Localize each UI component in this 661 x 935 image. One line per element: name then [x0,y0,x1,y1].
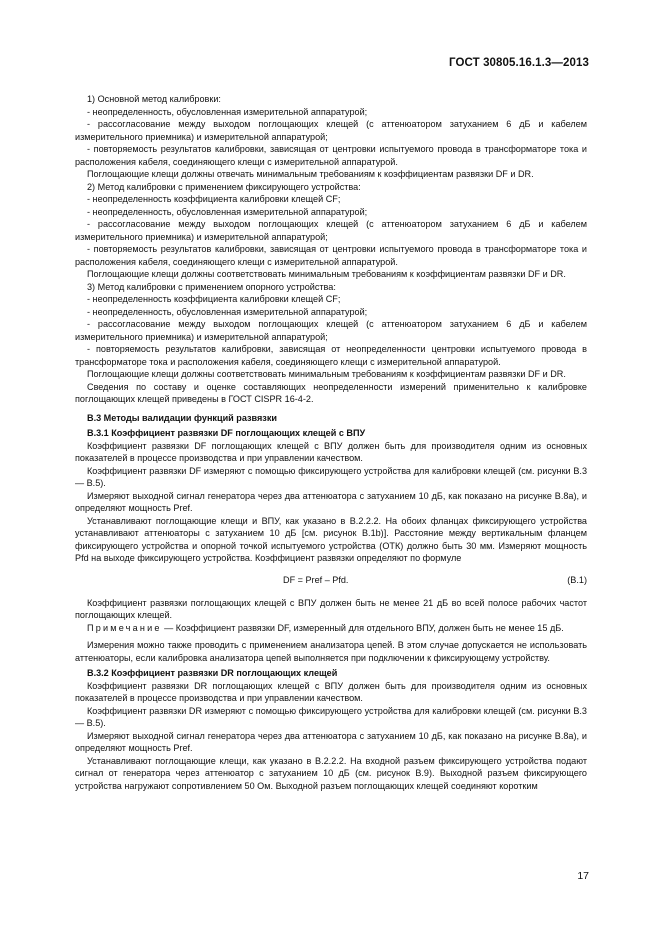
paragraph: Поглощающие клещи должны соответствовать минимальным требованиям к коэффициентам развязки DF и DR. [87,369,566,379]
list-item: - неопределенность коэффициента калибровки клещей CF; [87,294,341,304]
paragraph: Сведения по составу и оценке составляющих неопределенности измерений применительно к калибровке поглощающих клещей приведены в ГОСТ CISPR 16-4-2. [75,381,587,404]
list-item: - неопределенность коэффициента калибровки клещей CF; [87,194,341,204]
list-item: - неопределенность, обусловленная измерительной аппаратурой; [87,106,368,117]
document-body [75,93,587,792]
formula-b1 [75,571,587,591]
page-number: 17 [577,870,589,882]
paragraph: 3) Метод калибровки с применением опорного устройства: [87,281,336,292]
list-item: - неопределенность, обусловленная измерительной аппаратурой; [87,206,368,217]
list-item: - повторяемость результатов калибровки, зависящая от центровки испытуемого провода в трансформаторе тока и расположения кабеля, соединяющего клещи с измерительной аппаратурой. [75,144,587,167]
paragraph: Устанавливают поглощающие клещи, как указано в В.2.2.2. На входной разъем фиксирующего устройства подают сигнал от генератора через аттенюатор с затуханием 10 дБ (см. рисунок В.9). Выходной разъем фиксирующего устройства нагружают сопротивлением 50 Ом. Выходной разъем поглощающих клещей соединяют коротким [75,755,587,791]
subsection-heading-b32: В.3.2 Коэффициент развязки DR поглощающих клещей [87,668,338,678]
paragraph: Коэффициент развязки DR поглощающих клещей с ВПУ должен быть для производителя одним из основных показателей в процессе производства и при управлении качеством. [75,680,587,703]
list-item: - повторяемость результатов калибровки, зависящая от центровки испытуемого провода в трансформаторе тока и расположения кабеля, соединяющего клещи с измерительной аппаратурой. [75,244,587,267]
paragraph: 2) Метод калибровки с применением фиксирующего устройства: [87,181,361,192]
list-item: - рассогласование между выходом поглощающих клещей (с аттенюатором затуханием 6 дБ и кабелем измерительного приемника) и измерительной аппаратурой; [75,319,587,342]
list-item: - повторяемость результатов калибровки, зависящая от неопределенности центровки испытуемого провода в трансформаторе тока и расположения кабеля, соединяющего клещи с измерительной аппаратурой. [75,344,587,367]
list-item: - рассогласование между выходом поглощающих клещей (с аттенюатором затуханием 6 дБ и кабелем измерительного приемника) и измерительной аппаратурой; [75,219,587,242]
paragraph: Коэффициент развязки DR измеряют с помощью фиксирующего устройства для калибровки клещей (см. рисунки В.3 — В.5). [75,705,587,728]
paragraph: Коэффициент развязки DF поглощающих клещей с ВПУ должен быть для производителя одним из основных показателей в процессе производства и при управлении качеством. [75,440,587,463]
paragraph: Измеряют выходной сигнал генератора через два аттенюатора с затуханием 10 дБ, как показано на рисунке В.8а), и определяют мощность Pref. [75,730,587,753]
paragraph: Поглощающие клещи должны отвечать минимальным требованиям к коэффициентам развязки DF и DR. [87,169,534,179]
paragraph: Коэффициент развязки DF измеряют с помощью фиксирующего устройства для калибровки клещей (см. рисунки В.3 — В.5). [75,465,587,488]
paragraph: Измерения можно также проводить с применением анализатора цепей. В этом случае допускается не использовать аттенюаторы, если калибровка анализатора цепей выполняется при подключении к фиксирующему устройству. [75,640,587,663]
note-text: — Коэффициент развязки DF, измеренный для отдельного ВПУ, должен быть не менее 15 дБ. [161,622,564,633]
list-item: - рассогласование между выходом поглощающих клещей (с аттенюатором затуханием 6 дБ и кабелем измерительного приемника) и измерительной аппаратурой; [75,119,587,142]
paragraph: Коэффициент развязки поглощающих клещей с ВПУ должен быть не менее 21 дБ во всей полосе рабочих частот поглощающих клещей. [75,597,587,620]
formula-number: (В.1) [567,574,587,585]
section-heading-b3: В.3 Методы валидации функций развязки [87,412,277,423]
subsection-heading-b31: В.3.1 Коэффициент развязки DF поглощающих клещей с ВПУ [87,428,366,438]
paragraph: Измеряют выходной сигнал генератора через два аттенюатора с затуханием 10 дБ, как показано на рисунке В.8а), и определяют мощность Pref. [75,490,587,513]
paragraph: 1) Основной метод калибровки: [87,94,221,104]
list-item: - неопределенность, обусловленная измерительной аппаратурой; [87,306,368,317]
note-label: Примечание [87,622,162,633]
paragraph: Устанавливают поглощающие клещи и ВПУ, как указано в В.2.2.2. На обоих фланцах фиксирующего устройства устанавливают аттенюаторы с затуханием 10 дБ [см. рисунок В.1b)]. Расстояние между вертикальным фланцем фиксирующего устройства и опорной точкой испытуемого устройства (ОТК) должно быть 30 мм. Измеряют мощность Pfd на выходе фиксирующего устройства. Коэффициент развязки определяют по формуле [75,515,587,563]
document-header: ГОСТ 30805.16.1.3—2013 [449,57,589,69]
formula-expression: DF = Pref – Pfd. [283,574,349,585]
note [75,622,587,635]
paragraph: Поглощающие клещи должны соответствовать минимальным требованиям к коэффициентам развязки DF и DR. [87,269,566,279]
